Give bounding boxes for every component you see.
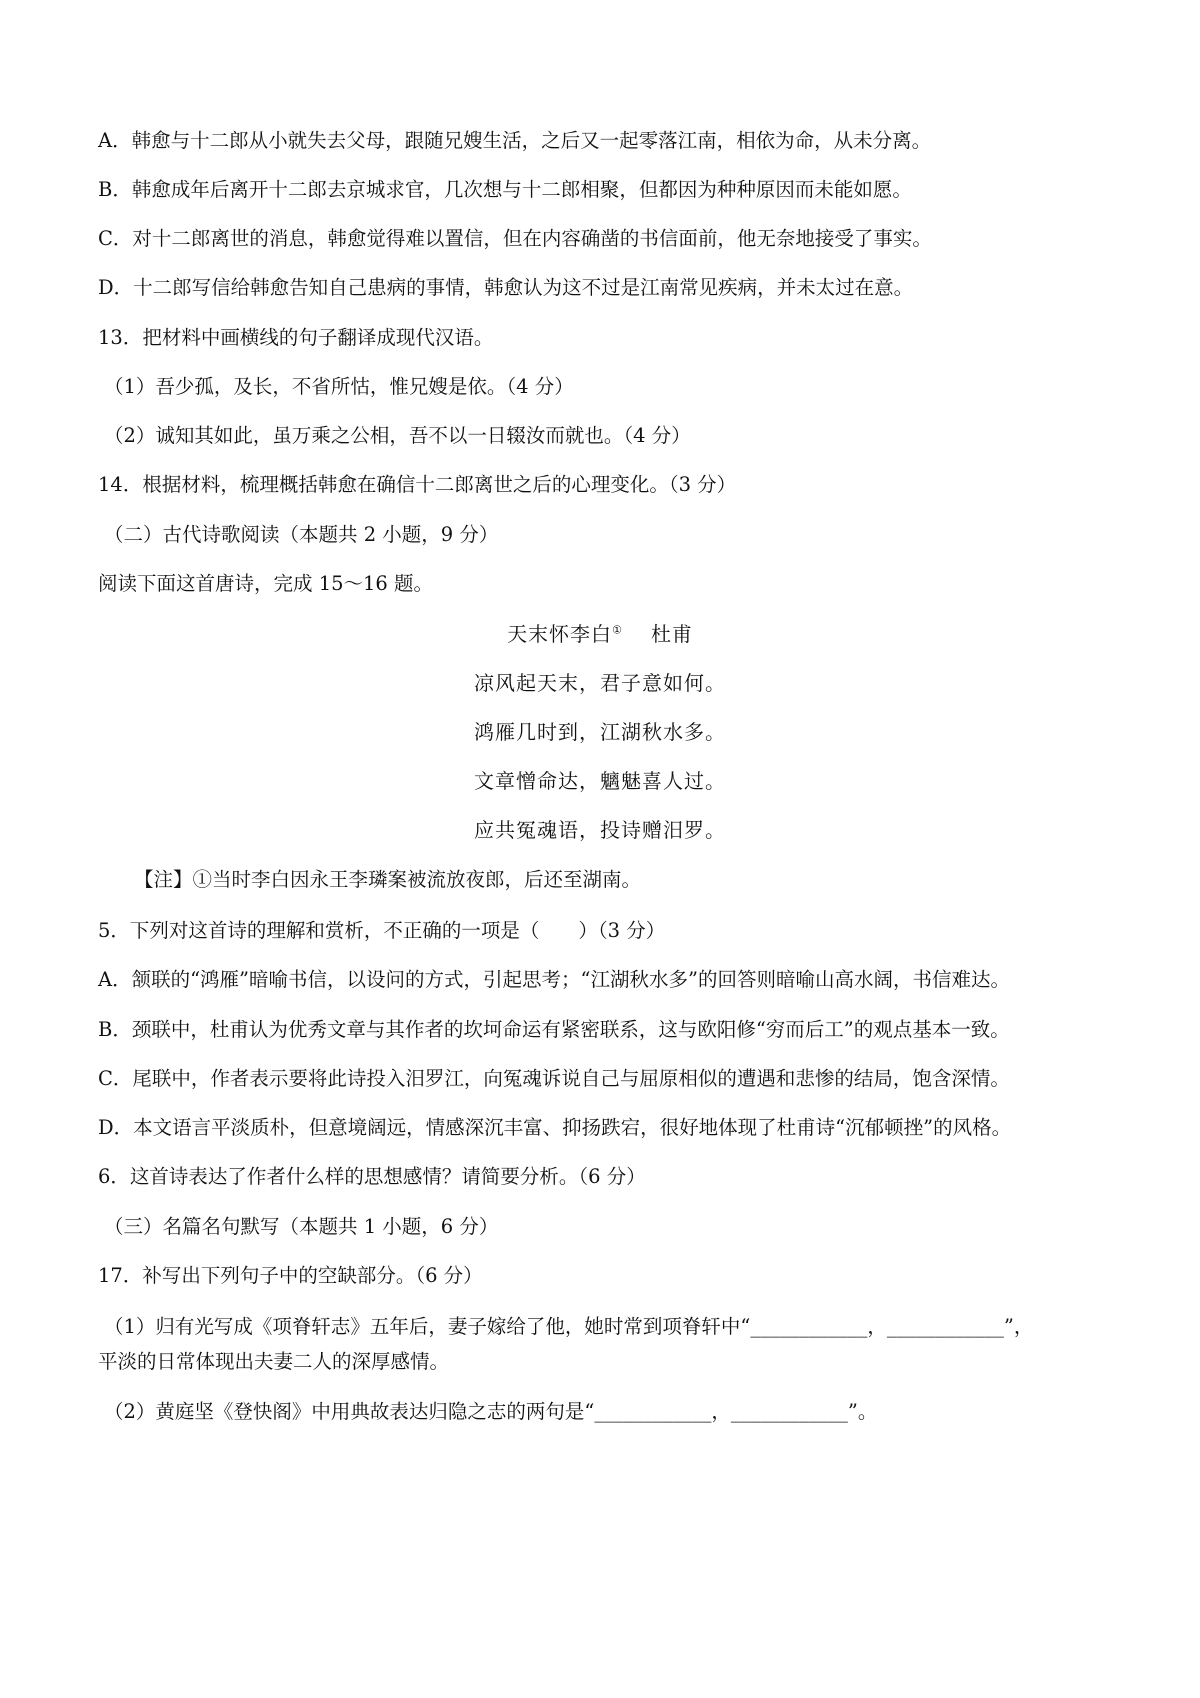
poem-line-2: 鸿雁几时到，江湖秋水多。 xyxy=(474,720,726,744)
poem-title: 天末怀李白 xyxy=(507,622,613,646)
poem-line-4: 应共冤魂语，投诗赠汨罗。 xyxy=(474,818,726,842)
q15-option-b: B．颈联中，杜甫认为优秀文章与其作者的坎坷命运有紧密联系，这与欧阳修“穷而后工”的观点基本一致。 xyxy=(98,1018,1010,1041)
q12-option-b: B．韩愈成年后离开十二郎去京城求官，几次想与十二郎相聚，但都因为种种原因而未能如愿。 xyxy=(98,178,912,201)
q14-stem: 14．根据材料，梳理概括韩愈在确信十二郎离世之后的心理变化。（3 分） xyxy=(98,473,737,496)
q15-option-d: D．本文语言平淡质朴，但意境阔远，情感深沉丰富、抑扬跌宕，很好地体现了杜甫诗“沉郁顿挫”的风格。 xyxy=(98,1116,1012,1139)
poem-note: 【注】①当时李白因永王李璘案被流放夜郎，后还至湖南。 xyxy=(134,868,642,891)
section2-intro: 阅读下面这首唐诗，完成 15～16 题。 xyxy=(98,572,434,595)
q16-stem: 6．这首诗表达了作者什么样的思想感情？请简要分析。（6 分） xyxy=(98,1165,646,1188)
q12-option-a: A．韩愈与十二郎从小就失去父母，跟随兄嫂生活，之后又一起零落江南，相依为命，从未分离。 xyxy=(98,129,932,152)
poem-line-1: 凉风起天末，君子意如何。 xyxy=(474,671,726,695)
q17-item-1-line-2: 平淡的日常体现出夫妻二人的深厚感情。 xyxy=(98,1350,450,1373)
q13-item-1: （1）吾少孤，及长，不省所怙，惟兄嫂是依。（4 分） xyxy=(104,375,574,398)
poem-line-3: 文章憎命达，魑魅喜人过。 xyxy=(474,769,726,793)
q17-item-1-line-1: （1）归有光写成《项脊轩志》五年后，妻子嫁给了他，她时常到项脊轩中“____________，____________”， xyxy=(104,1315,1034,1338)
q17-stem: 17．补写出下列句子中的空缺部分。（6 分） xyxy=(98,1264,483,1287)
poem-header xyxy=(0,620,1200,648)
q15-option-c: C．尾联中，作者表示要将此诗投入汨罗江，向冤魂诉说自己与屈原相似的遭遇和悲惨的结局，饱含深情。 xyxy=(98,1067,1010,1090)
section3-heading: （三）名篇名句默写（本题共 1 小题，6 分） xyxy=(104,1215,499,1238)
q15-option-a: A．颔联的“鸿雁”暗喻书信，以设问的方式，引起思考；“江湖秋水多”的回答则暗喻山高水阔，书信难达。 xyxy=(98,968,1010,991)
poem-author: 杜甫 xyxy=(650,622,693,646)
q13-item-2: （2）诚知其如此，虽万乘之公相，吾不以一日辍汝而就也。（4 分） xyxy=(104,424,691,447)
section2-heading: （二）古代诗歌阅读（本题共 2 小题，9 分） xyxy=(104,523,499,546)
q12-option-c: C．对十二郎离世的消息，韩愈觉得难以置信，但在内容确凿的书信面前，他无奈地接受了事实。 xyxy=(98,227,932,250)
q13-stem: 13．把材料中画横线的句子翻译成现代汉语。 xyxy=(98,326,494,349)
poem-note-mark: ① xyxy=(612,623,623,637)
q15-stem: 5．下列对这首诗的理解和赏析，不正确的一项是（ ）（3 分） xyxy=(98,919,666,942)
q12-option-d: D．十二郎写信给韩愈告知自己患病的事情，韩愈认为这不过是江南常见疾病，并未太过在意。 xyxy=(98,276,914,299)
q17-item-2: （2）黄庭坚《登快阁》中用典故表达归隐之志的两句是“____________，____________”。 xyxy=(104,1400,878,1423)
